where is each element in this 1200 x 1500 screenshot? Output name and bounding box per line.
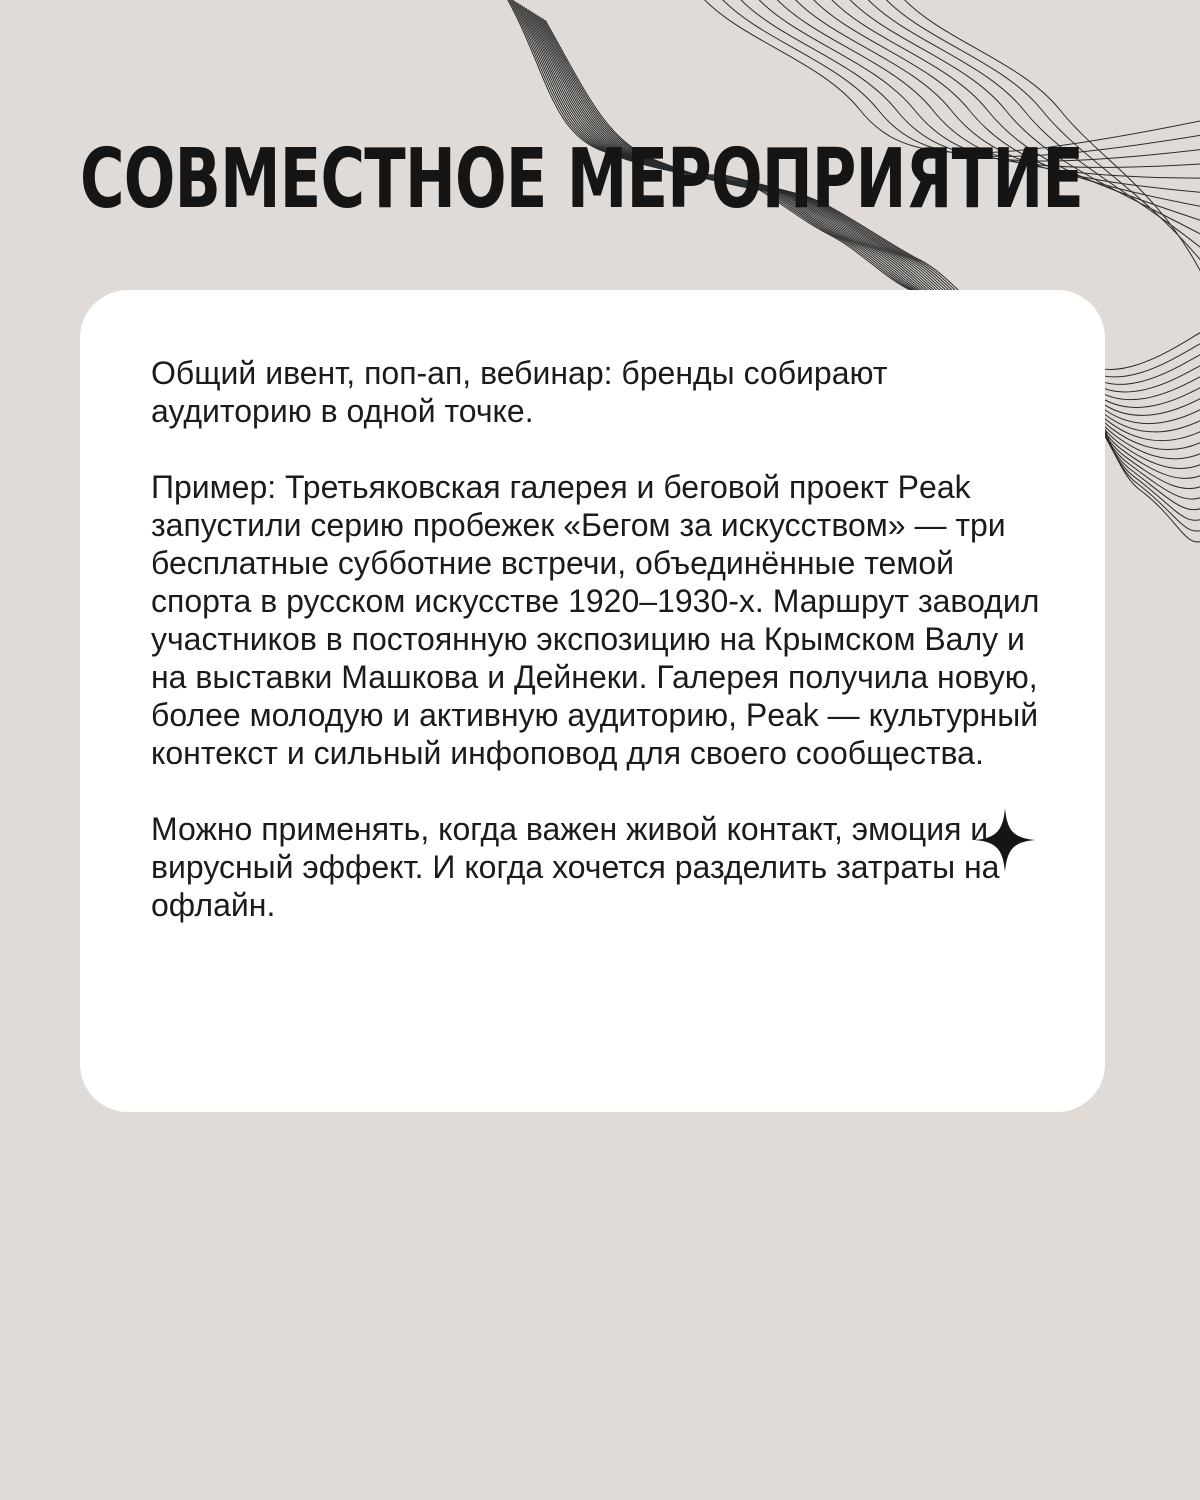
intro-paragraph: Общий ивент, поп-ап, вебинар: бренды собирают аудиторию в одной точке. [151, 355, 888, 429]
four-point-star-icon [975, 808, 1035, 872]
usage-paragraph: Можно применять, когда важен живой контакт, эмоция и вирусный эффект. И когда хочется разделить затраты на офлайн. [151, 811, 1000, 923]
example-paragraph: Пример: Третьяковская галерея и беговой проект Peak запустили серию пробежек «Бегом за искусством» — три бесплатные субботние встречи, объединённые темой спорта в русском искусстве 1920–1930-х. Маршрут заводил участников в постоянную экспозицию на Крымском Валу и на выставки Машкова и Дейнеки. Галерея получила новую, более молодую и активную аудиторию, Peak — культурный контекст и сильный инфоповод для своего сообщества. [151, 469, 1040, 771]
page-title: СОВМЕСТНОЕ МЕРОПРИЯТИЕ [80, 132, 1084, 227]
card-text [151, 354, 1051, 924]
content-card [80, 290, 1105, 1112]
